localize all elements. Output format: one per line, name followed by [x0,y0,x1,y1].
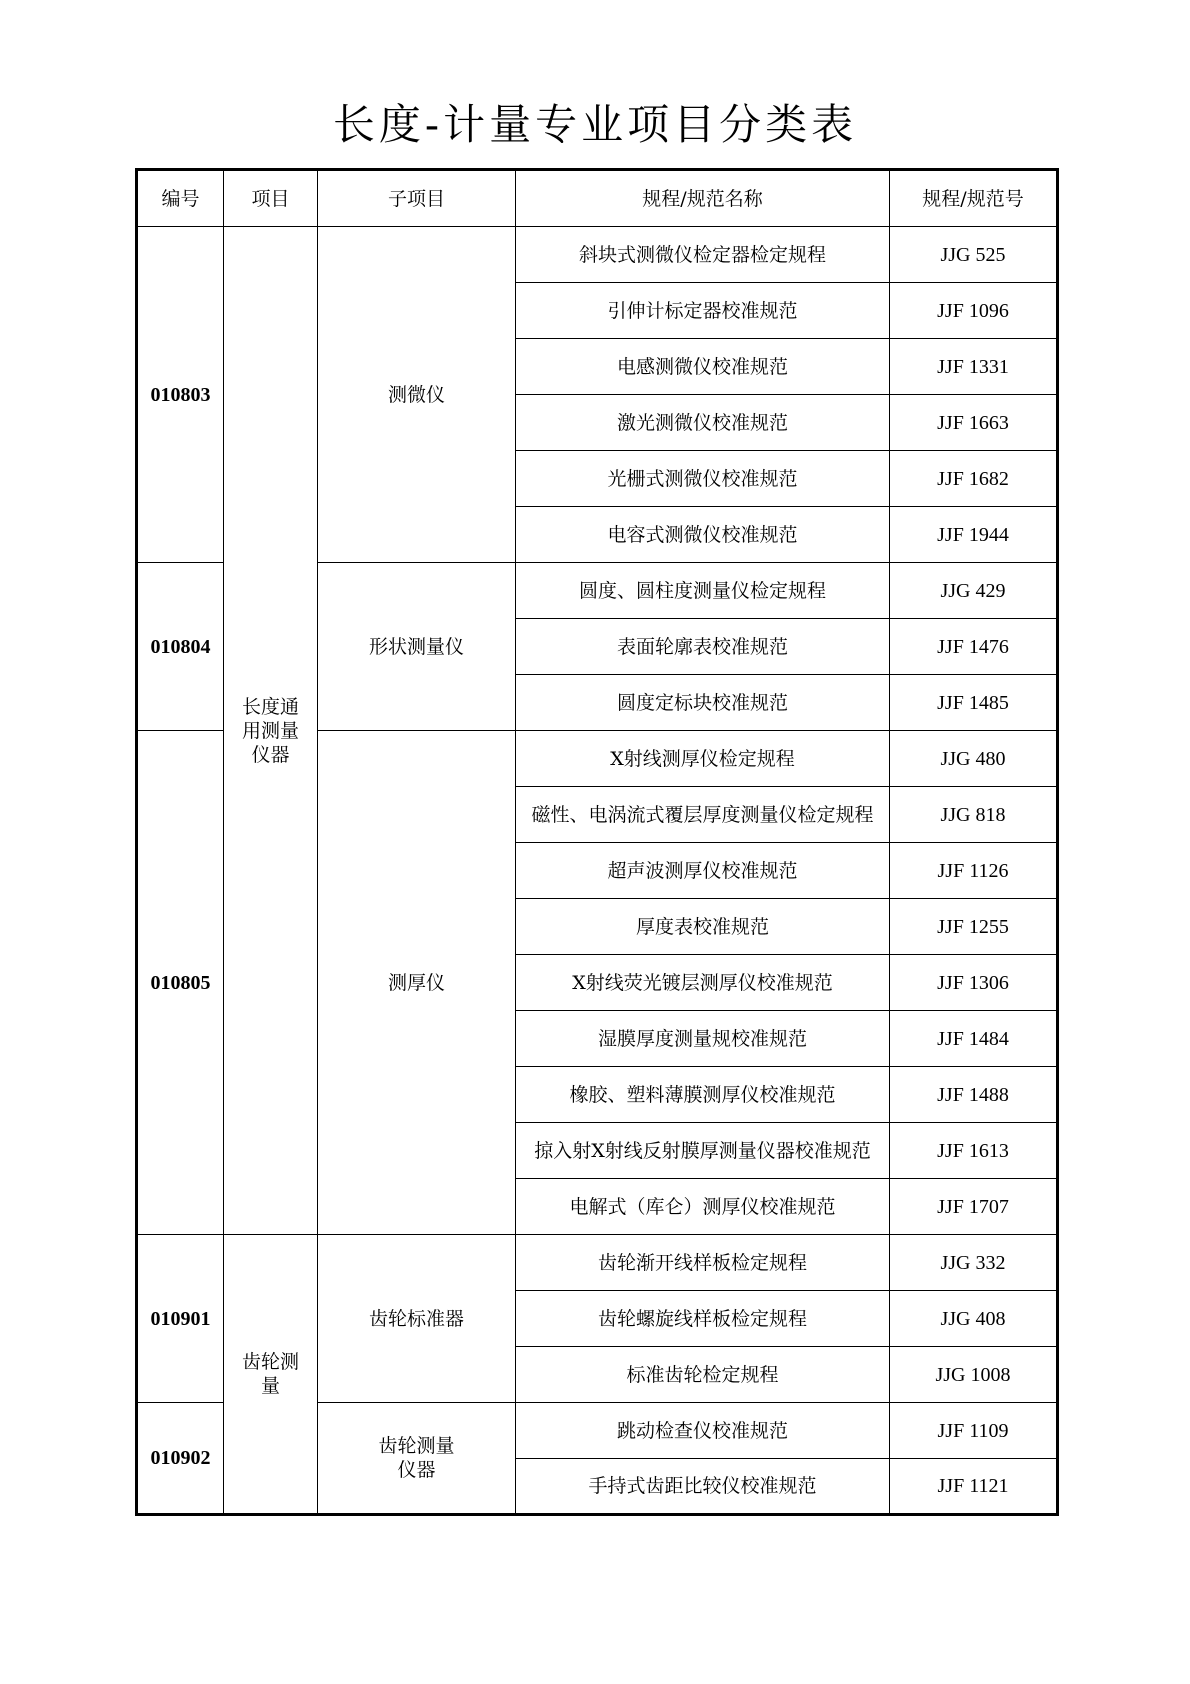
spec-number: JJF 1682 [890,451,1058,507]
spec-name: 掠入射X射线反射膜厚测量仪器校准规范 [516,1123,890,1179]
subproject-cell: 测厚仪 [318,731,516,1235]
group-code: 010804 [137,563,224,731]
spec-number: JJG 1008 [890,1347,1058,1403]
spec-number: JJF 1476 [890,619,1058,675]
spec-number: JJF 1126 [890,843,1058,899]
spec-name: 斜块式测微仪检定器检定规程 [516,227,890,283]
spec-name: X射线荧光镀层测厚仪校准规范 [516,955,890,1011]
header-project: 项目 [224,170,318,227]
spec-number: JJG 818 [890,787,1058,843]
project-label: 齿轮测量 [241,1351,299,1397]
group-code: 010901 [137,1235,224,1403]
spec-name: 激光测微仪校准规范 [516,395,890,451]
spec-name: 齿轮螺旋线样板检定规程 [516,1291,890,1347]
spec-name: 表面轮廓表校准规范 [516,619,890,675]
spec-number: JJG 480 [890,731,1058,787]
spec-number: JJG 408 [890,1291,1058,1347]
spec-number: JJF 1485 [890,675,1058,731]
spec-name: 引伸计标定器校准规范 [516,283,890,339]
group-code: 010803 [137,227,224,563]
spec-number: JJF 1613 [890,1123,1058,1179]
subproject-cell: 齿轮标准器 [318,1235,516,1403]
header-code: 编号 [137,170,224,227]
project-cell [224,227,318,1235]
spec-number: JJG 332 [890,1235,1058,1291]
spec-number: JJF 1488 [890,1067,1058,1123]
spec-number: JJF 1944 [890,507,1058,563]
spec-name: 电解式（库仑）测厚仪校准规范 [516,1179,890,1235]
spec-name: 超声波测厚仪校准规范 [516,843,890,899]
header-spec-name: 规程/规范名称 [516,170,890,227]
spec-number: JJF 1096 [890,283,1058,339]
subproject-cell: 形状测量仪 [318,563,516,731]
spec-name: 磁性、电涡流式覆层厚度测量仪检定规程 [516,787,890,843]
spec-number: JJF 1306 [890,955,1058,1011]
subproject-label: 齿轮测量仪器 [378,1435,455,1481]
group-code: 010805 [137,731,224,1235]
spec-number: JJF 1255 [890,899,1058,955]
spec-name: 湿膜厚度测量规校准规范 [516,1011,890,1067]
spec-name: 圆度定标块校准规范 [516,675,890,731]
spec-number: JJF 1707 [890,1179,1058,1235]
spec-name: 电感测微仪校准规范 [516,339,890,395]
spec-number: JJF 1484 [890,1011,1058,1067]
header-spec-no: 规程/规范号 [890,170,1058,227]
spec-number: JJF 1121 [890,1459,1058,1515]
project-cell [224,1235,318,1515]
group-code: 010902 [137,1403,224,1515]
spec-name: 手持式齿距比较仪校准规范 [516,1459,890,1515]
header-row [137,170,1058,227]
table-row [137,227,1058,283]
spec-name: 光栅式测微仪校准规范 [516,451,890,507]
spec-number: JJG 429 [890,563,1058,619]
spec-number: JJF 1663 [890,395,1058,451]
header-subproject: 子项目 [318,170,516,227]
spec-name: 圆度、圆柱度测量仪检定规程 [516,563,890,619]
classification-table [135,168,1059,1516]
spec-name: 电容式测微仪校准规范 [516,507,890,563]
spec-name: X射线测厚仪检定规程 [516,731,890,787]
page-title: 长度-计量专业项目分类表 [332,100,858,149]
subproject-cell: 测微仪 [318,227,516,563]
spec-name: 标准齿轮检定规程 [516,1347,890,1403]
spec-name: 橡胶、塑料薄膜测厚仪校准规范 [516,1067,890,1123]
table-row [137,1235,1058,1291]
spec-number: JJG 525 [890,227,1058,283]
spec-name: 齿轮渐开线样板检定规程 [516,1235,890,1291]
subproject-cell [318,1403,516,1515]
spec-name: 厚度表校准规范 [516,899,890,955]
project-label: 长度通用测量仪器 [241,695,299,766]
spec-number: JJF 1331 [890,339,1058,395]
spec-name: 跳动检查仪校准规范 [516,1403,890,1459]
spec-number: JJF 1109 [890,1403,1058,1459]
